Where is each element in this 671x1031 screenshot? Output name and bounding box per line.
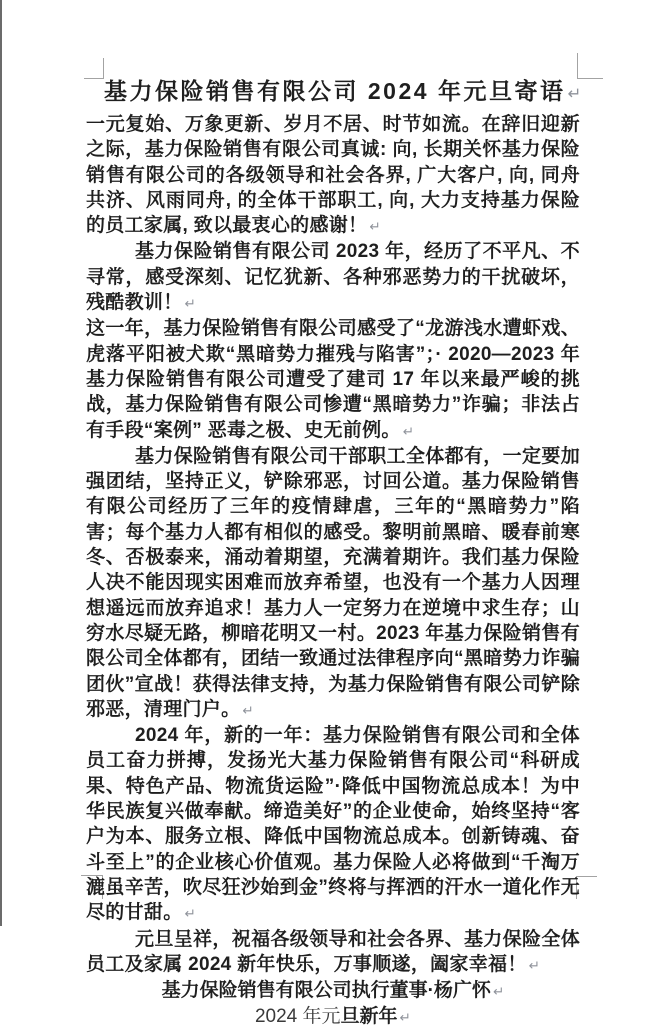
paragraph-mark-icon: ↵	[492, 984, 505, 1000]
paragraph-mark-icon: ↵	[528, 957, 541, 973]
date-line-bold: 旦新年	[340, 1006, 398, 1028]
paragraph-text: 2024 年，新的一年：基力保险销售有限公司和全体员工奋力拼搏，发扬光大基力保险销售有限公司“科研成果、特色产品、物流货运险”·降低中国物流总成本！为中华民族复兴做奉献。缔造美好”的企业使命，始终坚持“客户为本、服务立根、降低中国物流总成本。创新铸魂、奋斗至上”的企业核心价值观。基力保险人必将做到“千淘万漉虽辛苦，吹尽狂沙始到金”终将与挥洒的汗水一道化作无尽的甘甜。	[86, 725, 580, 924]
paragraph-mark-icon: ↵	[184, 906, 196, 922]
document-title-text: 基力保险销售有限公司 2024 年元旦寄语	[104, 78, 566, 104]
document-title	[104, 76, 580, 109]
paragraph-text: 一元复始、万象更新、岁月不居、时节如流。在辞旧迎新之际，基力保险销售有限公司真诚: 向, 长期关怀基力保险销售有限公司的各级领导和社会各界, 广大客户, 向, 同舟共济、风雨同舟, 的全体干部职工, 向, 大力支持基力保险的员工家属, 致以最衷心的感谢！	[86, 114, 580, 237]
date-line-regular: 2024 年元	[254, 1006, 341, 1028]
paragraph	[86, 444, 580, 723]
paragraph-mark-icon: ↵	[242, 702, 254, 718]
date-line	[86, 1004, 580, 1030]
paragraph-text: 基力保险销售有限公司 2023 年，经历了不平凡、不寻常，感受深刻、记忆犹新、各种邪恶势力的干扰破坏，残酷教训！	[86, 241, 580, 314]
paragraph-mark-icon: ↵	[567, 84, 582, 103]
window-left-edge	[0, 0, 2, 926]
paragraph-mark-icon: ↵	[399, 1010, 412, 1026]
paragraph	[86, 112, 580, 239]
paragraph-mark-icon: ↵	[402, 423, 415, 439]
paragraph-text: 基力保险销售有限公司干部职工全体都有，一定要加强团结，坚持正义，铲除邪恶，讨回公道。基力保险销售有限公司经历了三年的疫情肆虐，三年的“黑暗势力”陷害；每个基力人都有相似的感受。黎明前黑暗、暖春前寒冬、否极泰来，涌动着期望，充满着期许。我们基力保险人决不能因现实困难而放弃希望，也没有一个基力人因理想遥远而放弃追求！基力人一定努力在逆境中求生存；山穷水尽疑无路，柳暗花明又一村。2023 年基力保险销售有限公司全体都有，团结一致通过法律程序向“黑暗势力诈骗团伙”宣战！获得法律支持，为基力保险销售有限公司铲除邪恶，清理门户。	[86, 445, 580, 720]
signature-text: 基力保险销售有限公司执行董事·杨广怀	[161, 980, 491, 1002]
paragraph-text: 元旦呈祥，祝福各级领导和社会各界、基力保险全体员工及家属 2024 新年快乐，万事顺遂，阖家幸福！	[86, 928, 580, 975]
paragraph-mark-icon: ↵	[369, 219, 381, 235]
paragraph	[86, 723, 580, 926]
paragraph-mark-icon: ↵	[184, 296, 196, 312]
document-page	[86, 76, 580, 1031]
paragraph	[86, 927, 580, 979]
paragraph-list	[86, 112, 580, 978]
paragraph	[86, 316, 580, 443]
crop-mark-top-right	[577, 53, 603, 79]
signature-line	[86, 978, 580, 1004]
paragraph-text: 这一年，基力保险销售有限公司感受了“龙游浅水遭虾戏、虎落平阳被犬欺“黑暗势力摧残与陷害”；· 2020—2023 年基力保险销售有限公司遭受了建司 17 年以来最严峻的挑战，基力保险销售有限公司惨遭“黑暗势力”诈骗；非法占有手段“案例” 恶毒之极、史无前例。	[86, 318, 580, 441]
paragraph	[86, 239, 580, 316]
